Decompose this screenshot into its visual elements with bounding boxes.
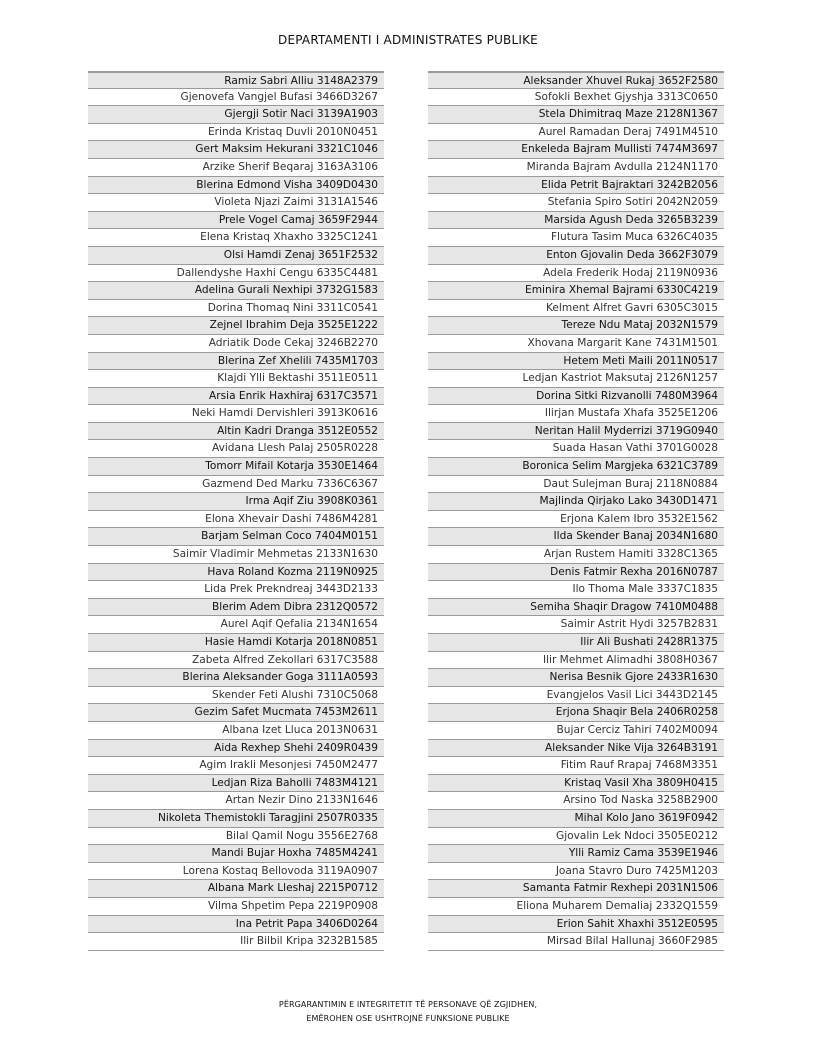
list-item: Marsida Agush Deda 3265B3239 bbox=[428, 212, 724, 230]
page-footer bbox=[0, 998, 816, 1026]
list-item: Artan Nezir Dino 2133N1646 bbox=[88, 792, 384, 810]
list-item: Violeta Njazi Zaimi 3131A1546 bbox=[88, 194, 384, 212]
page-title: DEPARTAMENTI I ADMINISTRATES PUBLIKE bbox=[278, 33, 538, 47]
list-item: Hetem Meti Maili 2011N0517 bbox=[428, 353, 724, 371]
list-item: Erjona Shaqir Bela 2406R0258 bbox=[428, 704, 724, 722]
list-item: Blerim Adem Dibra 2312Q0572 bbox=[88, 599, 384, 617]
list-item: Ledjan Riza Baholli 7483M4121 bbox=[88, 775, 384, 793]
list-item: Ilda Skender Banaj 2034N1680 bbox=[428, 528, 724, 546]
list-item: Albana Mark Lleshaj 2215P0712 bbox=[88, 880, 384, 898]
list-item: Avidana Llesh Palaj 2505R0228 bbox=[88, 440, 384, 458]
list-item: Nerisa Besnik Gjore 2433R1630 bbox=[428, 669, 724, 687]
list-item: Fitim Rauf Rrapaj 7468M3351 bbox=[428, 757, 724, 775]
list-item: Ramiz Sabri Alliu 3148A2379 bbox=[88, 71, 384, 89]
list-item: Xhovana Margarit Kane 7431M1501 bbox=[428, 335, 724, 353]
list-item: Barjam Selman Coco 7404M0151 bbox=[88, 528, 384, 546]
list-item: Ilir Ali Bushati 2428R1375 bbox=[428, 634, 724, 652]
list-item: Kelment Alfret Gavri 6305C3015 bbox=[428, 300, 724, 318]
list-item: Adelina Gurali Nexhipi 3732G1583 bbox=[88, 282, 384, 300]
list-item: Vilma Shpetim Pepa 2219P0908 bbox=[88, 898, 384, 916]
list-item: Lorena Kostaq Bellovoda 3119A0907 bbox=[88, 863, 384, 881]
list-item: Semiha Shaqir Dragow 7410M0488 bbox=[428, 599, 724, 617]
list-item: Dorina Sitki Rizvanolli 7480M3964 bbox=[428, 388, 724, 406]
list-item: Albana Izet Lluca 2013N0631 bbox=[88, 722, 384, 740]
list-item: Erion Sahit Xhaxhi 3512E0595 bbox=[428, 916, 724, 934]
list-item: Aleksander Nike Vija 3264B3191 bbox=[428, 740, 724, 758]
list-item: Mihal Kolo Jano 3619F0942 bbox=[428, 810, 724, 828]
list-item: Aleksander Xhuvel Rukaj 3652F2580 bbox=[428, 71, 724, 89]
list-item: Hava Roland Kozma 2119N0925 bbox=[88, 564, 384, 582]
list-item: Samanta Fatmir Rexhepi 2031N1506 bbox=[428, 880, 724, 898]
list-item: Blerina Edmond Visha 3409D0430 bbox=[88, 177, 384, 195]
list-item: Enton Gjovalin Deda 3662F3079 bbox=[428, 247, 724, 265]
list-item: Gezim Safet Mucmata 7453M2611 bbox=[88, 704, 384, 722]
list-item: Tereze Ndu Mataj 2032N1579 bbox=[428, 317, 724, 335]
list-item: Joana Stavro Duro 7425M1203 bbox=[428, 863, 724, 881]
list-item: Ledjan Kastriot Maksutaj 2126N1257 bbox=[428, 370, 724, 388]
list-item: Flutura Tasim Muca 6326C4035 bbox=[428, 229, 724, 247]
list-item: Daut Sulejman Buraj 2118N0884 bbox=[428, 476, 724, 494]
list-item: Miranda Bajram Avdulla 2124N1170 bbox=[428, 159, 724, 177]
list-item: Gjovalin Lek Ndoci 3505E0212 bbox=[428, 828, 724, 846]
list-item: Ilirjan Mustafa Xhafa 3525E1206 bbox=[428, 405, 724, 423]
list-item: Zabeta Alfred Zekollari 6317C3588 bbox=[88, 652, 384, 670]
list-item: Neki Hamdi Dervishleri 3913K0616 bbox=[88, 405, 384, 423]
list-item: Sofokli Bexhet Gjyshja 3313C0650 bbox=[428, 89, 724, 107]
list-item: Ilo Thoma Male 3337C1835 bbox=[428, 581, 724, 599]
list-item: Kristaq Vasil Xha 3809H0415 bbox=[428, 775, 724, 793]
list-item: Arjan Rustem Hamiti 3328C1365 bbox=[428, 546, 724, 564]
list-item: Enkeleda Bajram Mullisti 7474M3697 bbox=[428, 141, 724, 159]
list-item: Adela Frederik Hodaj 2119N0936 bbox=[428, 265, 724, 283]
right-name-column bbox=[428, 71, 724, 951]
list-item: Eliona Muharem Demaliaj 2332Q1559 bbox=[428, 898, 724, 916]
list-item: Elida Petrit Bajraktari 3242B2056 bbox=[428, 177, 724, 195]
list-item: Suada Hasan Vathi 3701G0028 bbox=[428, 440, 724, 458]
list-item: Blerina Aleksander Goga 3111A0593 bbox=[88, 669, 384, 687]
left-name-column bbox=[88, 71, 384, 951]
list-item: Klajdi Ylli Bektashi 3511E0511 bbox=[88, 370, 384, 388]
list-item: Mirsad Bilal Hallunaj 3660F2985 bbox=[428, 933, 724, 951]
list-item: Nikoleta Themistokli Taragjini 2507R0335 bbox=[88, 810, 384, 828]
list-item: Elona Xhevair Dashi 7486M4281 bbox=[88, 511, 384, 529]
list-item: Adriatik Dode Cekaj 3246B2270 bbox=[88, 335, 384, 353]
footer-line-1: PËRGARANTIMIN E INTEGRITETIT TË PERSONAVE QË ZGJIDHEN, bbox=[278, 1000, 538, 1009]
list-item: Tomorr Mifail Kotarja 3530E1464 bbox=[88, 458, 384, 476]
list-item: Aurel Aqif Qefalia 2134N1654 bbox=[88, 616, 384, 634]
list-item: Neritan Halil Myderrizi 3719G0940 bbox=[428, 423, 724, 441]
list-item: Agim Irakli Mesonjesi 7450M2477 bbox=[88, 757, 384, 775]
list-item: Ylli Ramiz Cama 3539E1946 bbox=[428, 845, 724, 863]
list-item: Bujar Cerciz Tahiri 7402M0094 bbox=[428, 722, 724, 740]
list-item: Gazmend Ded Marku 7336C6367 bbox=[88, 476, 384, 494]
list-item: Aurel Ramadan Deraj 7491M4510 bbox=[428, 124, 724, 142]
list-item: Olsi Hamdi Zenaj 3651F2532 bbox=[88, 247, 384, 265]
list-item: Irma Aqif Ziu 3908K0361 bbox=[88, 493, 384, 511]
list-item: Erinda Kristaq Duvli 2010N0451 bbox=[88, 124, 384, 142]
list-item: Arsia Enrik Haxhiraj 6317C3571 bbox=[88, 388, 384, 406]
footer-line-2: EMËROHEN OSE USHTROJNË FUNKSIONE PUBLIKE bbox=[306, 1014, 510, 1023]
list-item: Gjergji Sotir Naci 3139A1903 bbox=[88, 106, 384, 124]
list-item: Lida Prek Prekndreaj 3443D2133 bbox=[88, 581, 384, 599]
list-item: Aida Rexhep Shehi 2409R0439 bbox=[88, 740, 384, 758]
list-item: Elena Kristaq Xhaxho 3325C1241 bbox=[88, 229, 384, 247]
list-item: Arzike Sherif Beqaraj 3163A3106 bbox=[88, 159, 384, 177]
list-item: Gert Maksim Hekurani 3321C1046 bbox=[88, 141, 384, 159]
list-item: Hasie Hamdi Kotarja 2018N0851 bbox=[88, 634, 384, 652]
list-item: Skender Feti Alushi 7310C5068 bbox=[88, 687, 384, 705]
list-item: Erjona Kalem Ibro 3532E1562 bbox=[428, 511, 724, 529]
list-item: Arsino Tod Naska 3258B2900 bbox=[428, 792, 724, 810]
list-item: Mandi Bujar Hoxha 7485M4241 bbox=[88, 845, 384, 863]
list-item: Dallendyshe Haxhi Cengu 6335C4481 bbox=[88, 265, 384, 283]
list-item: Saimir Astrit Hydi 3257B2831 bbox=[428, 616, 724, 634]
list-item: Gjenovefa Vangjel Bufasi 3466D3267 bbox=[88, 89, 384, 107]
list-item: Dorina Thomaq Nini 3311C0541 bbox=[88, 300, 384, 318]
list-item: Majlinda Qirjako Lako 3430D1471 bbox=[428, 493, 724, 511]
list-item: Eminira Xhemal Bajrami 6330C4219 bbox=[428, 282, 724, 300]
list-item: Boronica Selim Margjeka 6321C3789 bbox=[428, 458, 724, 476]
list-item: Bilal Qamil Nogu 3556E2768 bbox=[88, 828, 384, 846]
list-item: Altin Kadri Dranga 3512E0552 bbox=[88, 423, 384, 441]
list-item: Prele Vogel Camaj 3659F2944 bbox=[88, 212, 384, 230]
list-item: Stela Dhimitraq Maze 2128N1367 bbox=[428, 106, 724, 124]
list-item: Ilir Mehmet Alimadhi 3808H0367 bbox=[428, 652, 724, 670]
list-item: Zejnel Ibrahim Deja 3525E1222 bbox=[88, 317, 384, 335]
list-item: Ilir Bilbil Kripa 3232B1585 bbox=[88, 933, 384, 951]
list-item: Ina Petrit Papa 3406D0264 bbox=[88, 916, 384, 934]
list-item: Blerina Zef Xhelili 7435M1703 bbox=[88, 353, 384, 371]
list-item: Stefania Spiro Sotiri 2042N2059 bbox=[428, 194, 724, 212]
list-item: Denis Fatmir Rexha 2016N0787 bbox=[428, 564, 724, 582]
list-item: Saimir Vladimir Mehmetas 2133N1630 bbox=[88, 546, 384, 564]
list-item: Evangjelos Vasil Lici 3443D2145 bbox=[428, 687, 724, 705]
